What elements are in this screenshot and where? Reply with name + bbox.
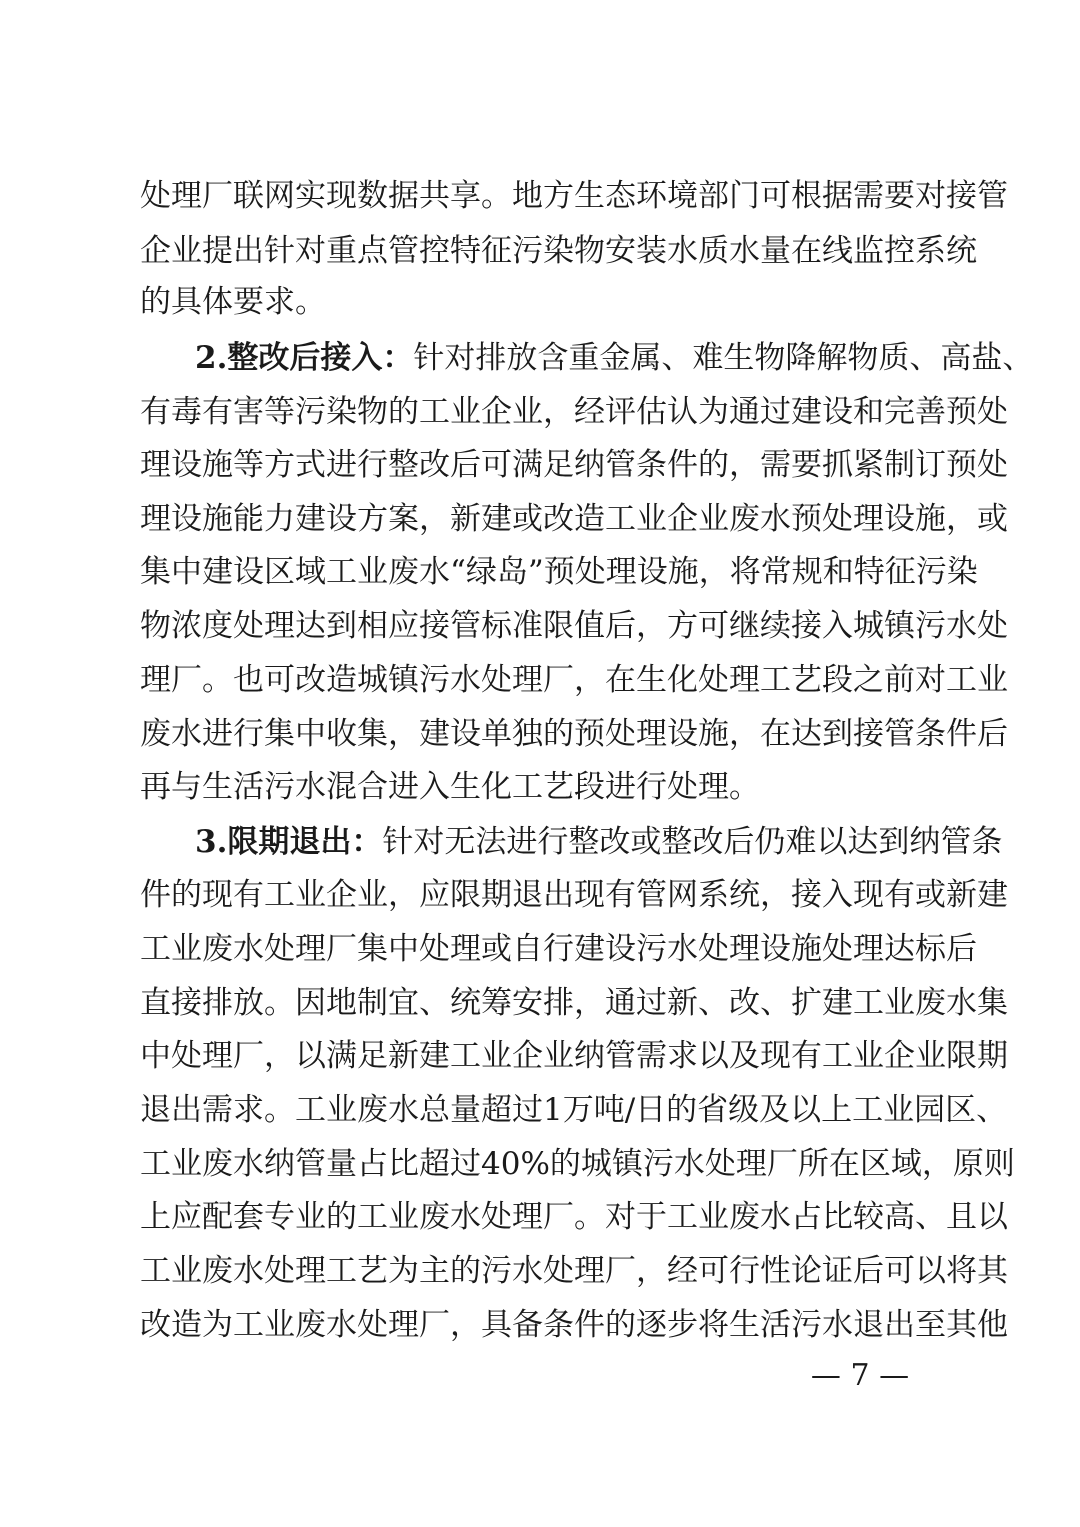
- paragraph-2-first-line-text: 针对排放含重金属、难生物降解物质、高盐、: [413, 340, 1034, 376]
- paragraph-3-line-2: 件的现有工业企业，应限期退出现有管网系统，接入现有或新建: [140, 877, 1008, 913]
- paragraph-2-line-7: 理厂。也可改造城镇污水处理厂，在生化处理工艺段之前对工业: [140, 662, 1008, 698]
- paragraph-3-line-4: 直接排放。因地制宜、统筹安排，通过新、改、扩建工业废水集: [140, 985, 1008, 1021]
- paragraph-2-line-8: 废水进行集中收集，建设单独的预处理设施，在达到接管条件后: [140, 716, 1008, 752]
- paragraph-2-first-line: [195, 338, 1034, 378]
- paragraph-3-line-3: 工业废水处理厂集中处理或自行建设污水处理设施处理达标后: [140, 931, 977, 967]
- paragraph-3-line-8: 上应配套专业的工业废水处理厂。对于工业废水占比较高、且以: [140, 1199, 1008, 1235]
- paragraph-3-line-10: 改造为工业废水处理厂，具备条件的逐步将生活污水退出至其他: [140, 1307, 1008, 1343]
- paragraph-3-first-line: [195, 822, 1003, 862]
- paragraph-3-heading: 3.限期退出：: [195, 824, 383, 860]
- paragraph-2-line-5: 集中建设区域工业废水“绿岛”预处理设施，将常规和特征污染: [140, 554, 978, 590]
- paragraph-3-line-9: 工业废水处理工艺为主的污水处理厂，经可行性论证后可以将其: [140, 1253, 1008, 1289]
- paragraph-2-line-2: 有毒有害等污染物的工业企业，经评估认为通过建设和完善预处: [140, 394, 1008, 430]
- paragraph-1-line-2: 企业提出针对重点管控特征污染物安装水质水量在线监控系统: [140, 233, 977, 269]
- page-number: — 7 —: [810, 1358, 910, 1393]
- paragraph-1-line-3: 的具体要求。: [140, 284, 326, 320]
- paragraph-1-line-1: 处理厂联网实现数据共享。地方生态环境部门可根据需要对接管: [140, 178, 1008, 214]
- paragraph-3-line-7: 工业废水纳管量占比超过40%的城镇污水处理厂所在区域，原则: [140, 1146, 1015, 1182]
- paragraph-3-line-5: 中处理厂，以满足新建工业企业纳管需求以及现有工业企业限期: [140, 1038, 1008, 1074]
- paragraph-3-first-line-text: 针对无法进行整改或整改后仍难以达到纳管条: [382, 824, 1003, 860]
- paragraph-2-line-4: 理设施能力建设方案，新建或改造工业企业废水预处理设施，或: [140, 501, 1008, 537]
- paragraph-2-line-6: 物浓度处理达到相应接管标准限值后，方可继续接入城镇污水处: [140, 608, 1008, 644]
- paragraph-3-line-6: 退出需求。工业废水总量超过1万吨/日的省级及以上工业园区、: [140, 1092, 1008, 1128]
- paragraph-2-line-9: 再与生活污水混合进入生化工艺段进行处理。: [140, 769, 760, 805]
- paragraph-2-line-3: 理设施等方式进行整改后可满足纳管条件的，需要抓紧制订预处: [140, 447, 1008, 483]
- paragraph-2-heading: 2.整改后接入：: [195, 340, 414, 376]
